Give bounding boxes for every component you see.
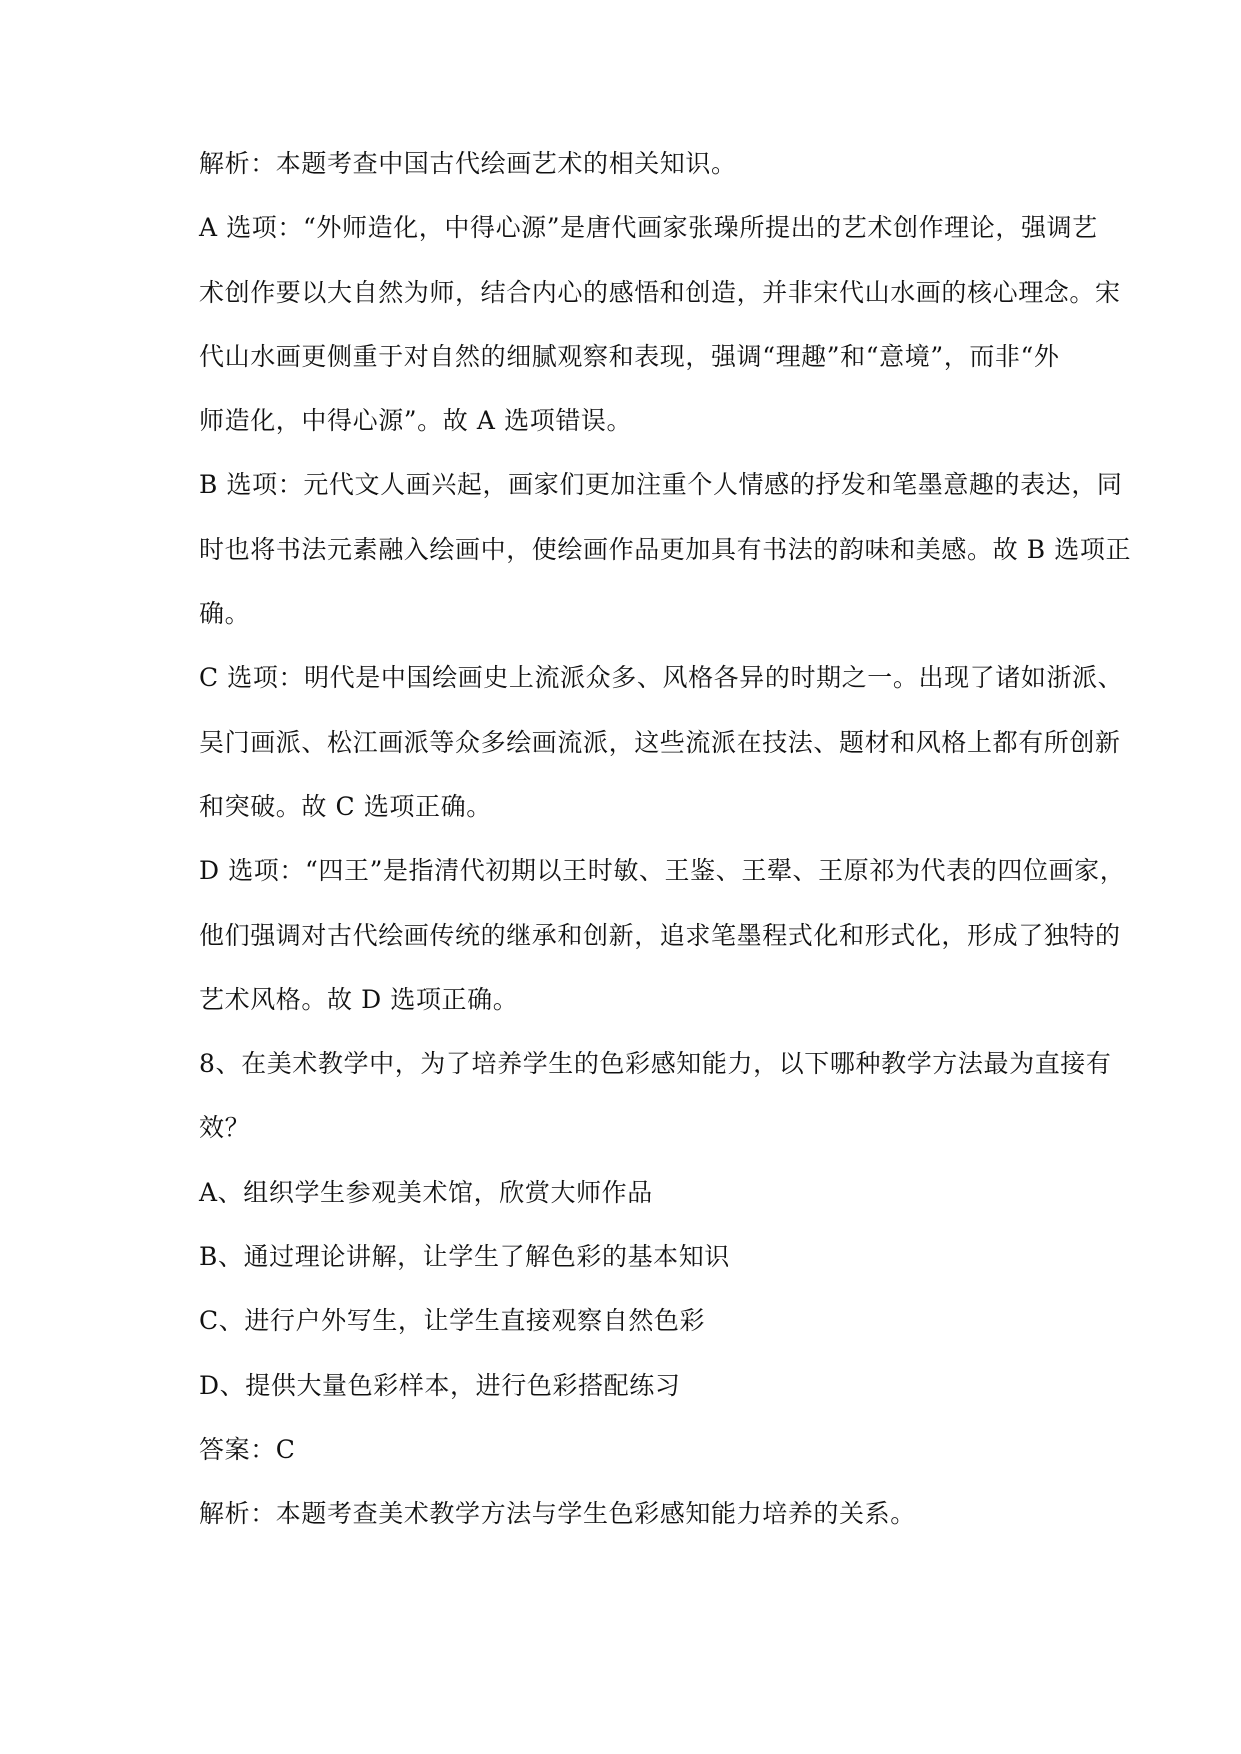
question-8-option-a: A、组织学生参观美术馆，欣赏大师作品 (199, 1177, 653, 1207)
document-page (199, 132, 1132, 1547)
option-b-explanation-line-3: 确。 (199, 599, 251, 629)
option-d-explanation-line-3: 艺术风格。故 D 选项正确。 (199, 984, 519, 1014)
question-8-analysis: 解析：本题考查美术教学方法与学生色彩感知能力培养的关系。 (199, 1499, 916, 1529)
option-c-explanation-line-1: C 选项：明代是中国绘画史上流派众多、风格各异的时期之一。出现了诸如浙派、 (199, 663, 1124, 693)
question-8-option-c: C、进行户外写生，让学生直接观察自然色彩 (199, 1306, 706, 1336)
option-d-explanation-line-1: D 选项：“四王”是指清代初期以王时敏、王鉴、王翚、王原祁为代表的四位画家， (199, 856, 1126, 886)
question-8-option-b: B、通过理论讲解，让学生了解色彩的基本知识 (199, 1242, 730, 1272)
option-a-explanation-line-1: A 选项：“外师造化，中得心源”是唐代画家张璪所提出的艺术创作理论，强调艺 (199, 213, 1098, 243)
option-c-explanation-line-2: 吴门画派、松江画派等众多绘画流派，这些流派在技法、题材和风格上都有所创新 (199, 727, 1121, 757)
question-8-option-d: D、提供大量色彩样本，进行色彩搭配练习 (199, 1370, 681, 1400)
option-a-explanation-line-2: 术创作要以大自然为师，结合内心的感悟和创造，并非宋代山水画的核心理念。宋 (199, 277, 1121, 307)
option-d-explanation-line-2: 他们强调对古代绘画传统的继承和创新，追求笔墨程式化和形式化，形成了独特的 (199, 920, 1121, 950)
analysis-intro: 解析：本题考查中国古代绘画艺术的相关知识。 (199, 149, 737, 178)
option-b-explanation-line-1: B 选项：元代文人画兴起，画家们更加注重个人情感的抒发和笔墨意趣的表达，同 (199, 470, 1123, 500)
option-c-explanation-line-3: 和突破。故 C 选项正确。 (199, 791, 492, 821)
option-a-explanation-line-4: 师造化，中得心源”。故 A 选项错误。 (199, 406, 633, 436)
option-b-explanation-line-2: 时也将书法元素融入绘画中，使绘画作品更加具有书法的韵味和美感。故 B 选项正 (199, 534, 1132, 564)
question-8-line-1: 8、在美术教学中，为了培养学生的色彩感知能力，以下哪种教学方法最为直接有 (199, 1049, 1112, 1079)
option-a-explanation-line-3: 代山水画更侧重于对自然的细腻观察和表现，强调“理趣”和“意境”，而非“外 (199, 341, 1060, 371)
question-8-answer: 答案：C (199, 1434, 296, 1464)
question-8-line-2: 效？ (199, 1113, 251, 1143)
